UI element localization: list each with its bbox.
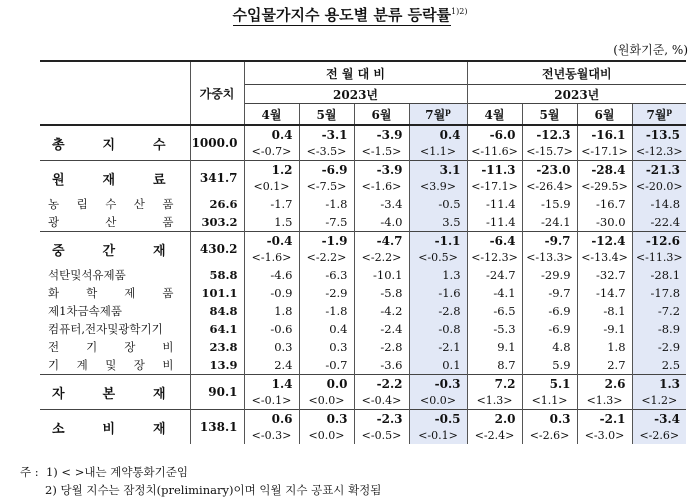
mom-value: -1.8 (299, 195, 354, 213)
note-1: 주 : 1) < >내는 계약통화기준임 (20, 465, 188, 479)
yoy-value: -14.8 (632, 195, 686, 213)
yoy-value: -3.4 (632, 410, 686, 428)
major-row (40, 232, 686, 250)
yoy-value: -8.9 (632, 320, 686, 338)
contract-currency-value: <-11.6> (467, 143, 522, 161)
contract-currency-value: <1.1> (409, 143, 467, 161)
yoy-value: -6.4 (467, 232, 522, 250)
contract-currency-value: <-2.2> (354, 249, 409, 266)
yoy-value: -12.3 (522, 125, 577, 143)
mom-value: -3.1 (299, 125, 354, 143)
contract-currency-value: <-15.7> (522, 143, 577, 161)
sub-row (40, 338, 686, 356)
mom-value: 0.4 (409, 125, 467, 143)
major-row (40, 410, 686, 428)
yoy-value: 5.1 (522, 375, 577, 393)
table-title: 수입물가지수 용도별 분류 등락률$^{1)2)}$ (232, 6, 468, 24)
mom-value: -2.1 (409, 338, 467, 356)
mom-value: 1.8 (244, 302, 299, 320)
header-blank (40, 61, 190, 125)
header-weight: 가중치 (190, 61, 244, 125)
mom-value: 3.1 (409, 161, 467, 179)
contract-currency-value: <-13.4> (577, 249, 632, 266)
weight-cell: 430.2 (190, 232, 244, 267)
major-row (40, 125, 686, 143)
mom-value: -0.9 (244, 284, 299, 302)
header-month: 6월 (354, 104, 409, 126)
contract-currency-value: <-0.1> (244, 392, 299, 410)
yoy-value: 2.6 (577, 375, 632, 393)
mom-value: 2.4 (244, 356, 299, 375)
mom-value: -3.9 (354, 125, 409, 143)
mom-value: -4.7 (354, 232, 409, 250)
mom-value: 1.4 (244, 375, 299, 393)
mom-value: -4.2 (354, 302, 409, 320)
yoy-value: -17.8 (632, 284, 686, 302)
row-label: 자 본 재 (40, 375, 190, 410)
contract-currency-value: <1.3> (577, 392, 632, 410)
yoy-value: -9.7 (522, 284, 577, 302)
mom-value: 0.3 (244, 338, 299, 356)
contract-currency-value: <3.9> (409, 178, 467, 195)
contract-currency-value: <-0.5> (409, 249, 467, 266)
contract-currency-value: <-2.6> (522, 427, 577, 444)
yoy-value: -5.3 (467, 320, 522, 338)
mom-value: 0.1 (409, 356, 467, 375)
contract-currency-value: <-3.5> (299, 143, 354, 161)
contract-currency-value: <1.3> (467, 392, 522, 410)
unit-label: (원화기준, %) (613, 43, 688, 57)
contract-currency-value: <0.0> (299, 392, 354, 410)
contract-currency-value: <1.1> (522, 392, 577, 410)
mom-value: -2.8 (354, 338, 409, 356)
contract-currency-value: <-13.3> (522, 249, 577, 266)
mom-value: -2.3 (354, 410, 409, 428)
yoy-value: -16.1 (577, 125, 632, 143)
mom-value: -1.1 (409, 232, 467, 250)
contract-currency-value: <-17.1> (467, 178, 522, 195)
header-month: 4월 (467, 104, 522, 126)
yoy-value: -2.1 (577, 410, 632, 428)
yoy-value: -24.1 (522, 213, 577, 232)
yoy-value: 0.3 (522, 410, 577, 428)
header-month: 4월 (244, 104, 299, 126)
yoy-value: 9.1 (467, 338, 522, 356)
mom-value: -1.7 (244, 195, 299, 213)
import-price-table (40, 60, 686, 444)
yoy-value: 1.3 (632, 375, 686, 393)
mom-value: -6.9 (299, 161, 354, 179)
contract-currency-value: <-17.1> (577, 143, 632, 161)
row-label: 총 지 수 (40, 125, 190, 161)
yoy-value: -8.1 (577, 302, 632, 320)
weight-cell: 23.8 (190, 338, 244, 356)
header-yoy: 전년동월대비 (467, 61, 686, 85)
row-label: 전 기 장 비 (48, 340, 174, 354)
sub-row (40, 195, 686, 213)
contract-currency-value: <0.1> (244, 178, 299, 195)
row-label: 제1차금속제품 (48, 304, 122, 318)
contract-currency-value: <-3.0> (577, 427, 632, 444)
weight-cell: 84.8 (190, 302, 244, 320)
weight-cell: 1000.0 (190, 125, 244, 161)
contract-currency-value: <-1.6> (354, 178, 409, 195)
yoy-value: -11.3 (467, 161, 522, 179)
sub-row (40, 266, 686, 284)
mom-value: 0.3 (299, 338, 354, 356)
contract-currency-value: <-1.5> (354, 143, 409, 161)
header-year-yoy: 2023년 (467, 85, 686, 104)
yoy-value: -11.4 (467, 195, 522, 213)
header-month: 7월$^p$ (632, 104, 686, 126)
mom-value: -1.6 (409, 284, 467, 302)
row-label: 기 계 및 장 비 (48, 358, 174, 372)
sub-row (40, 213, 686, 232)
weight-cell: 13.9 (190, 356, 244, 375)
mom-value: -2.2 (354, 375, 409, 393)
yoy-value: -29.9 (522, 266, 577, 284)
yoy-value: -16.7 (577, 195, 632, 213)
contract-currency-value: <0.0> (299, 427, 354, 444)
mom-value: -0.4 (244, 232, 299, 250)
header-mom: 전 월 대 비 (244, 61, 467, 85)
yoy-value: -32.7 (577, 266, 632, 284)
yoy-value: 2.7 (577, 356, 632, 375)
note-2: 2) 당월 지수는 잠정치(preliminary)이며 익월 지수 공표시 확정됨 (45, 483, 382, 497)
mom-value: -10.1 (354, 266, 409, 284)
yoy-value: -6.0 (467, 125, 522, 143)
yoy-value: -11.4 (467, 213, 522, 232)
yoy-value: -12.4 (577, 232, 632, 250)
yoy-value: -28.4 (577, 161, 632, 179)
contract-currency-value: <-26.4> (522, 178, 577, 195)
yoy-value: -9.1 (577, 320, 632, 338)
weight-cell: 90.1 (190, 375, 244, 410)
mom-value: -0.3 (409, 375, 467, 393)
mom-value: -5.8 (354, 284, 409, 302)
yoy-value: -6.5 (467, 302, 522, 320)
weight-cell: 303.2 (190, 213, 244, 232)
row-label: 광 산 품 (48, 215, 174, 229)
weight-cell: 58.8 (190, 266, 244, 284)
row-label: 석탄및석유제품 (48, 268, 126, 282)
mom-value: -0.7 (299, 356, 354, 375)
mom-value: -0.6 (244, 320, 299, 338)
contract-currency-value: <-2.2> (299, 249, 354, 266)
row-label: 농 림 수 산 품 (48, 197, 174, 211)
weight-cell: 138.1 (190, 410, 244, 445)
mom-value: -2.8 (409, 302, 467, 320)
contract-currency-value: <-0.4> (354, 392, 409, 410)
weight-cell: 101.1 (190, 284, 244, 302)
header-month: 5월 (522, 104, 577, 126)
mom-value: 1.2 (244, 161, 299, 179)
mom-value: -0.5 (409, 410, 467, 428)
mom-value: -6.3 (299, 266, 354, 284)
mom-value: 1.3 (409, 266, 467, 284)
yoy-value: -22.4 (632, 213, 686, 232)
mom-value: 0.3 (299, 410, 354, 428)
contract-currency-value: <-29.5> (577, 178, 632, 195)
mom-value: -1.8 (299, 302, 354, 320)
mom-value: -2.4 (354, 320, 409, 338)
yoy-value: -7.2 (632, 302, 686, 320)
mom-value: 0.4 (244, 125, 299, 143)
header-year-mom: 2023년 (244, 85, 467, 104)
row-label: 소 비 재 (40, 410, 190, 445)
yoy-value: -15.9 (522, 195, 577, 213)
yoy-value: -6.9 (522, 320, 577, 338)
mom-value: -7.5 (299, 213, 354, 232)
contract-currency-value: <-1.6> (244, 249, 299, 266)
sub-row (40, 302, 686, 320)
header-month: 5월 (299, 104, 354, 126)
contract-currency-value: <-2.4> (467, 427, 522, 444)
yoy-value: -4.1 (467, 284, 522, 302)
yoy-value: -14.7 (577, 284, 632, 302)
sub-row (40, 320, 686, 338)
mom-value: 1.5 (244, 213, 299, 232)
contract-currency-value: <-0.3> (244, 427, 299, 444)
weight-cell: 341.7 (190, 161, 244, 196)
mom-value: -3.9 (354, 161, 409, 179)
mom-value: -3.4 (354, 195, 409, 213)
yoy-value: 2.5 (632, 356, 686, 375)
contract-currency-value: <-0.7> (244, 143, 299, 161)
yoy-value: -24.7 (467, 266, 522, 284)
yoy-value: -28.1 (632, 266, 686, 284)
yoy-value: 5.9 (522, 356, 577, 375)
major-row (40, 375, 686, 393)
yoy-value: 1.8 (577, 338, 632, 356)
contract-currency-value: <-7.5> (299, 178, 354, 195)
mom-value: 0.0 (299, 375, 354, 393)
weight-cell: 64.1 (190, 320, 244, 338)
header-month: 7월$^p$ (409, 104, 467, 126)
row-label: 중 간 재 (40, 232, 190, 267)
mom-value: -0.5 (409, 195, 467, 213)
contract-currency-value: <-0.5> (354, 427, 409, 444)
contract-currency-value: <-2.6> (632, 427, 686, 444)
sub-row (40, 356, 686, 375)
weight-cell: 26.6 (190, 195, 244, 213)
header-month: 6월 (577, 104, 632, 126)
yoy-value: 8.7 (467, 356, 522, 375)
major-row (40, 161, 686, 179)
yoy-value: -6.9 (522, 302, 577, 320)
mom-value: 0.6 (244, 410, 299, 428)
yoy-value: -2.9 (632, 338, 686, 356)
contract-currency-value: <-12.3> (467, 249, 522, 266)
yoy-value: 4.8 (522, 338, 577, 356)
mom-value: -3.6 (354, 356, 409, 375)
contract-currency-value: <-20.0> (632, 178, 686, 195)
row-label: 원 재 료 (40, 161, 190, 196)
yoy-value: -23.0 (522, 161, 577, 179)
yoy-value: -21.3 (632, 161, 686, 179)
mom-value: -1.9 (299, 232, 354, 250)
mom-value: -0.8 (409, 320, 467, 338)
yoy-value: 2.0 (467, 410, 522, 428)
contract-currency-value: <0.0> (409, 392, 467, 410)
mom-value: 3.5 (409, 213, 467, 232)
yoy-value: -30.0 (577, 213, 632, 232)
row-label: 화 학 제 품 (48, 286, 174, 300)
yoy-value: -13.5 (632, 125, 686, 143)
yoy-value: -12.6 (632, 232, 686, 250)
mom-value: -4.6 (244, 266, 299, 284)
contract-currency-value: <-11.3> (632, 249, 686, 266)
contract-currency-value: <1.2> (632, 392, 686, 410)
yoy-value: 7.2 (467, 375, 522, 393)
yoy-value: -9.7 (522, 232, 577, 250)
mom-value: 0.4 (299, 320, 354, 338)
mom-value: -2.9 (299, 284, 354, 302)
row-label: 컴퓨터,전자및광학기기 (48, 322, 163, 336)
contract-currency-value: <-0.1> (409, 427, 467, 444)
contract-currency-value: <-12.3> (632, 143, 686, 161)
sub-row (40, 284, 686, 302)
mom-value: -4.0 (354, 213, 409, 232)
